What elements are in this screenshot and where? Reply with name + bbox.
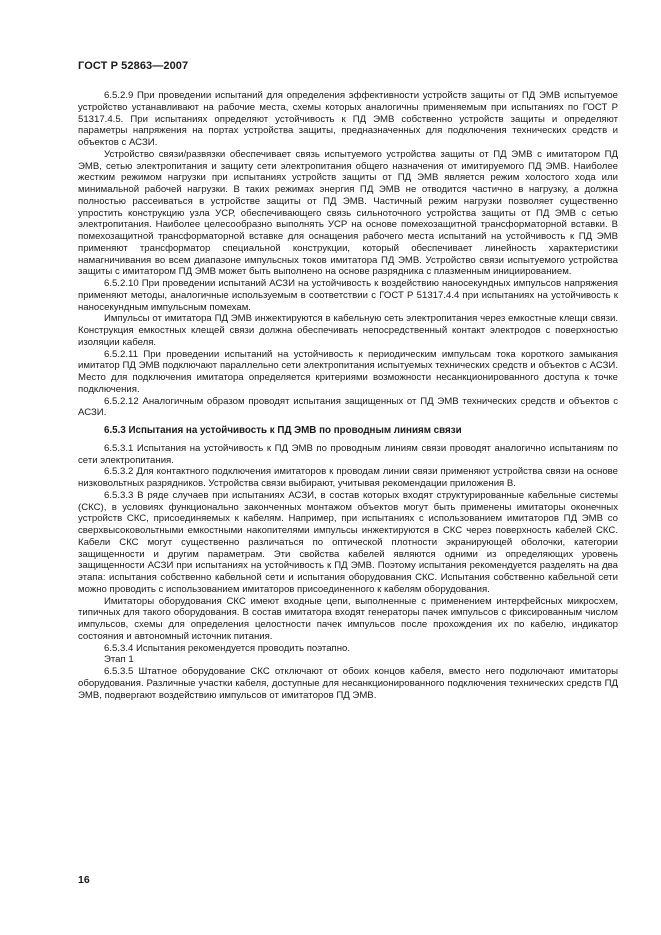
paragraph-capacitive-clamp: Импульсы от имитатора ПД ЭМВ инжектируются в кабельную сеть электропитания через емкостные клещи связи. Конструкция емкостных клещей связи должна обеспечивать непосредственный контакт электродов с поверхностью изоляции кабеля.	[78, 313, 618, 348]
paragraph-6-5-2-9: 6.5.2.9 При проведении испытаний для определения эффективности устройств защиты от ПД ЭМВ испытуемое устройство устанавливают на рабочие места, схемы которых аналогичны применяемым при испытаниях по ГОСТ Р 51317.4.5. При испытаниях определяют устойчивость к ПД ЭМВ собственно устройств защиты и определяют параметры напряжения на портах устройства защиты, предназначенных для подключения технических средств и объектов с АСЗИ.	[78, 90, 618, 148]
paragraph-6-5-2-10: 6.5.2.10 При проведении испытаний АСЗИ на устойчивость к воздействию наносекундных импульсов напряжения применяют методы, аналогичные используемым в соответствии с ГОСТ Р 51317.4.4 при испытаниях на устойчивость к наносекундным импульсным помехам.	[78, 278, 618, 313]
paragraph-6-5-3-4: 6.5.3.4 Испытания рекомендуется проводить поэтапно.	[104, 642, 351, 654]
document-body	[78, 90, 618, 701]
paragraph-6-5-3-5: 6.5.3.5 Штатное оборудование СКС отключают от обоих концов кабеля, вместо него подключают имитаторы оборудования. Различные участки кабеля, доступные для несанкционированного подключения технических средств ПД ЭМВ, подвергают воздействию импульсов от имитаторов ПД ЭМВ.	[78, 666, 618, 701]
stage-label: Этап 1	[104, 654, 134, 666]
paragraph-coupling-device: Устройство связи/развязки обеспечивает связь испытуемого устройства защиты от ПД ЭМВ с имитатором ПД ЭМВ, сетью электропитания и защиту сети электропитания общего назначения от имитируемого ПД ЭМВ. Наиболее жестким режимом нагрузки при испытаниях устройств защиты от ПД ЭМВ является режим холостого хода или минимальной рабочей нагрузки. В таких режимах энергия ПД ЭМВ не отводится частично в нагрузку, а должна полностью рассеиваться в устройстве защиты от ПД ЭМВ. Частичный режим нагрузки позволяет существенно упростить конструкцию узла УСР, обеспечивающего связь сильноточного устройства защиты от ПД ЭМВ с сетью электропитания. Наиболее целесообразно выполнять УСР на основе помехозащитной трансформаторной вставки. В помехозащитной трансформаторной вставке для оснащения рабочего места испытаний на устойчивость к ПД ЭМВ применяют трансформатор специальной конструкции, который обеспечивает линейность характеристики намагничивания во всем диапазоне импульсных токов имитатора ПД ЭМВ. Устройство связи испытуемого устройства защиты с имитатором ПД ЭМВ может быть выполнено на основе разрядника с плазменным инициированием.	[78, 148, 618, 278]
paragraph-6-5-3-1: 6.5.3.1 Испытания на устойчивость к ПД ЭМВ по проводным линиям связи проводят аналогично испытаниям по сети электропитания.	[78, 442, 618, 466]
page-number: 16	[78, 874, 90, 886]
paragraph-6-5-2-12: 6.5.2.12 Аналогичным образом проводят испытания защищенных от ПД ЭМВ технических средств и объектов с АСЗИ.	[78, 395, 618, 419]
document-header: ГОСТ Р 52863—2007	[78, 60, 189, 72]
section-title-6-5-3: 6.5.3 Испытания на устойчивость к ПД ЭМВ по проводным линиям связи	[104, 425, 462, 436]
paragraph-6-5-3-3: 6.5.3.3 В ряде случаев при испытаниях АСЗИ, в состав которых входят структурированные кабельные системы (СКС), в условиях функционально законченных монтажом объектов могут быть применены имитаторы оконечных устройств СКС, присоединяемых к кабелям. Например, при испытаниях с использованием имитаторов ПД ЭМВ со сверхвысоковольтными емкостными накопителями импульсы инжектируются в СКС через поверхность кабелей СКС. Кабели СКС могут существенно различаться по оптической плотности экранирующей оболочки, категории защищенности и другим параметрам. Эти свойства кабелей являются одними из определяющих уровень защищенности АСЗИ при испытаниях на устойчивость к ПД ЭМВ. Поэтому испытания рекомендуется разделять на два этапа: испытания собственно кабельной сети и испытания оборудования СКС. Испытания собственно кабельной сети можно проводить с использованием имитаторов присоединенного к кабелям оборудования.	[78, 489, 618, 595]
paragraph-6-5-3-2: 6.5.3.2 Для контактного подключения имитаторов к проводам линии связи применяют устройства связи на основе низковольтных разрядников. Устройства связи выбирают, учитывая рекомендации приложения В.	[78, 466, 618, 489]
paragraph-6-5-2-11: 6.5.2.11 При проведении испытаний на устойчивость к периодическим импульсам тока короткого замыкания имитатор ПД ЭМВ подключают параллельно сети электропитания испытуемых технических средств и объектов с АСЗИ. Место для подключения имитатора определяется критериями возможности несанкционированного доступа к точке подключения.	[78, 348, 618, 395]
paragraph-scs-simulators: Имитаторы оборудования СКС имеют входные цепи, выполненные с применением интерфейсных микросхем, типичных для такого оборудования. В состав имитатора входят генераторы пачек импульсов с фиксированным числом импульсов, схемы для определения целостности пачек импульсов после прохождения их по кабелю, индикатор состояния и автономный источник питания.	[78, 595, 618, 642]
